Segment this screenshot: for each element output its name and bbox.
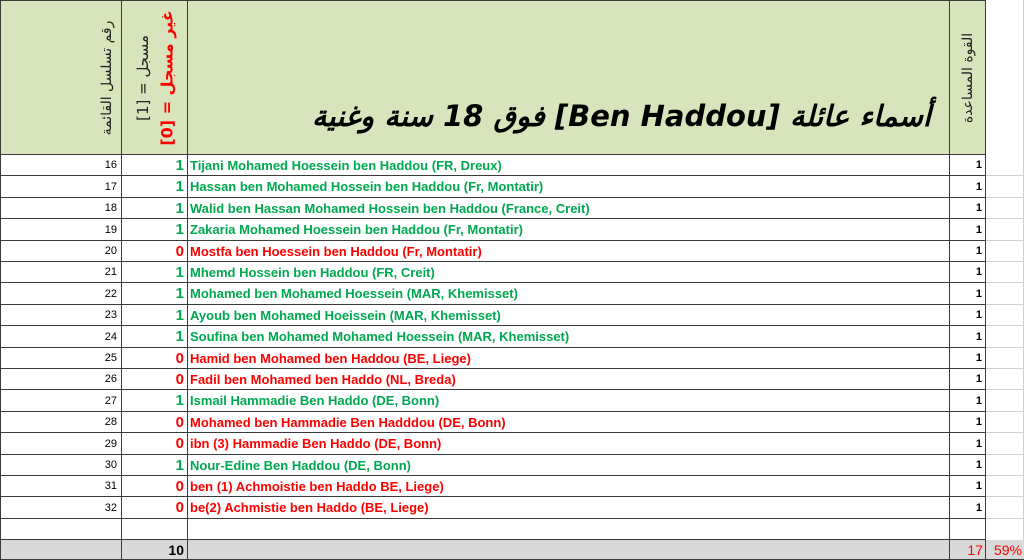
row-number-cell[interactable] <box>0 476 122 497</box>
row-flag-cell[interactable] <box>122 348 188 369</box>
row-number-cell[interactable] <box>0 262 122 283</box>
row-power-cell[interactable] <box>950 369 986 390</box>
row-number-cell-text: 17 <box>104 181 117 193</box>
row-flag-cell[interactable] <box>122 369 188 390</box>
row-flag-cell-text: 1 <box>175 264 184 281</box>
row-flag-cell[interactable] <box>122 176 188 198</box>
row-name-cell[interactable] <box>188 241 950 262</box>
row-flag-cell[interactable] <box>122 455 188 476</box>
header-unregistered-label: غير مسجل = [0] <box>157 9 176 146</box>
row-name-cell-text: Mhemd Hossein ben Haddou (FR, Creit) <box>190 265 435 280</box>
row-power-cell-text: 1 <box>975 459 982 471</box>
row-name-cell-text: Mostfa ben Hoessein ben Haddou (Fr, Montatir) <box>190 244 482 259</box>
row-power-cell[interactable] <box>950 155 986 176</box>
row-power-cell-text: 1 <box>975 438 982 450</box>
row-power-cell-text: 1 <box>975 502 982 514</box>
row-name-cell[interactable] <box>188 348 950 369</box>
row-number-cell[interactable] <box>0 219 122 241</box>
row-power-cell[interactable] <box>950 326 986 348</box>
row-power-cell-text: 1 <box>975 202 982 214</box>
row-number-cell[interactable] <box>0 412 122 433</box>
row-flag-cell[interactable] <box>122 390 188 412</box>
row-name-cell[interactable] <box>188 455 950 476</box>
row-power-cell-text: 1 <box>975 309 982 321</box>
row-power-cell[interactable] <box>950 390 986 412</box>
row-number-cell-text: 22 <box>104 288 117 300</box>
row-flag-cell-text: 0 <box>175 478 184 495</box>
row-extra-cell[interactable] <box>986 497 1024 519</box>
percent-value: 59% <box>993 542 1022 558</box>
row-flag-cell-text: 1 <box>175 392 184 409</box>
row-name-cell[interactable] <box>188 176 950 198</box>
row-power-cell[interactable] <box>950 433 986 455</box>
row-power-cell-text: 1 <box>975 288 982 300</box>
row-number-cell-text: 28 <box>104 416 117 428</box>
row-number-cell[interactable] <box>0 455 122 476</box>
empty-row-name[interactable] <box>188 519 950 540</box>
row-power-cell[interactable] <box>950 305 986 326</box>
row-flag-cell-text: 0 <box>175 499 184 516</box>
row-flag-cell[interactable] <box>122 476 188 497</box>
row-name-cell-text: Hassan ben Mohamed Hossein ben Haddou (Fr, Montatir) <box>190 179 544 194</box>
row-power-cell[interactable] <box>950 497 986 519</box>
row-flag-cell[interactable] <box>122 433 188 455</box>
row-name-cell[interactable] <box>188 305 950 326</box>
header-power[interactable] <box>950 0 986 155</box>
row-number-cell-text: 27 <box>104 395 117 407</box>
row-number-cell[interactable] <box>0 369 122 390</box>
row-number-cell-text: 16 <box>104 159 117 171</box>
header-list-number-label: رقم تسلسل القائمة <box>99 20 115 135</box>
row-number-cell[interactable] <box>0 433 122 455</box>
row-extra-cell[interactable] <box>986 369 1024 390</box>
footer-name[interactable] <box>188 540 950 560</box>
row-number-cell[interactable] <box>0 198 122 219</box>
row-name-cell-text: Fadil ben Mohamed ben Haddo (NL, Breda) <box>190 372 456 387</box>
header-list-number[interactable] <box>0 0 122 155</box>
row-name-cell[interactable] <box>188 412 950 433</box>
empty-row-power[interactable] <box>950 519 986 540</box>
row-name-cell-text: Ismail Hammadie Ben Haddo (DE, Bonn) <box>190 393 440 408</box>
row-name-cell[interactable] <box>188 433 950 455</box>
row-flag-cell[interactable] <box>122 326 188 348</box>
row-flag-cell[interactable] <box>122 198 188 219</box>
row-name-cell-text: ben (1) Achmoistie ben Haddo BE, Liege) <box>190 479 444 494</box>
row-power-cell[interactable] <box>950 219 986 241</box>
row-power-cell[interactable] <box>950 198 986 219</box>
row-power-cell-text: 1 <box>975 331 982 343</box>
row-flag-cell[interactable] <box>122 241 188 262</box>
row-name-cell-text: Mohamed ben Mohamed Hoessein (MAR, Khemisset) <box>190 286 518 301</box>
row-power-cell-text: 1 <box>975 181 982 193</box>
registered-total-value: 10 <box>168 542 184 558</box>
row-extra-cell[interactable] <box>986 476 1024 497</box>
row-flag-cell-text: 1 <box>175 200 184 217</box>
row-flag-cell[interactable] <box>122 283 188 305</box>
row-extra-cell[interactable] <box>986 326 1024 348</box>
row-flag-cell-text: 0 <box>175 350 184 367</box>
row-extra-cell[interactable] <box>986 433 1024 455</box>
row-number-cell-text: 30 <box>104 459 117 471</box>
row-extra-cell[interactable] <box>986 262 1024 283</box>
row-number-cell-text: 25 <box>104 352 117 364</box>
row-name-cell-text: Zakaria Mohamed Hoessein ben Haddou (Fr, Montatir) <box>190 222 523 237</box>
header-registered-label: مسجل = [1] <box>133 34 152 121</box>
row-number-cell-text: 31 <box>104 480 117 492</box>
row-name-cell[interactable] <box>188 155 950 176</box>
row-flag-cell-text: 1 <box>175 285 184 302</box>
row-name-cell-text: Ayoub ben Mohamed Hoeissein (MAR, Khemisset) <box>190 308 501 323</box>
row-extra-cell[interactable] <box>986 241 1024 262</box>
row-flag-cell[interactable] <box>122 305 188 326</box>
row-number-cell-text: 19 <box>104 224 117 236</box>
row-flag-cell-text: 1 <box>175 307 184 324</box>
row-flag-cell-text: 1 <box>175 457 184 474</box>
row-flag-cell-text: 1 <box>175 178 184 195</box>
row-power-cell-text: 1 <box>975 373 982 385</box>
row-power-cell[interactable] <box>950 455 986 476</box>
row-number-cell[interactable] <box>0 176 122 198</box>
row-flag-cell-text: 1 <box>175 221 184 238</box>
row-number-cell-text: 26 <box>104 373 117 385</box>
row-power-cell[interactable] <box>950 176 986 198</box>
row-name-cell-text: be(2) Achmistie ben Haddo (BE, Liege) <box>190 500 429 515</box>
row-number-cell-text: 20 <box>104 245 117 257</box>
footer-power-total[interactable] <box>950 540 986 560</box>
row-power-cell-text: 1 <box>975 416 982 428</box>
row-extra-cell[interactable] <box>986 155 1024 176</box>
row-flag-cell-text: 0 <box>175 435 184 452</box>
row-number-cell-text: 23 <box>104 309 117 321</box>
footer-percent[interactable] <box>986 540 1024 560</box>
row-power-cell-text: 1 <box>975 224 982 236</box>
row-number-cell[interactable] <box>0 497 122 519</box>
footer-num[interactable] <box>0 540 122 560</box>
row-number-cell[interactable] <box>0 326 122 348</box>
row-extra-cell[interactable] <box>986 198 1024 219</box>
row-extra-cell[interactable] <box>986 348 1024 369</box>
header-registered[interactable] <box>122 0 188 155</box>
row-power-cell[interactable] <box>950 241 986 262</box>
row-number-cell-text: 21 <box>104 266 117 278</box>
row-name-cell-text: Hamid ben Mohamed ben Haddou (BE, Liege) <box>190 351 471 366</box>
row-number-cell[interactable] <box>0 241 122 262</box>
row-name-cell[interactable] <box>188 262 950 283</box>
row-name-cell[interactable] <box>188 198 950 219</box>
row-name-cell-text: Nour-Edine Ben Haddou (DE, Bonn) <box>190 458 411 473</box>
row-power-cell-text: 1 <box>975 480 982 492</box>
row-extra-cell[interactable] <box>986 390 1024 412</box>
row-name-cell-text: Mohamed ben Hammadie Ben Hadddou (DE, Bonn) <box>190 415 506 430</box>
row-power-cell[interactable] <box>950 283 986 305</box>
row-name-cell[interactable] <box>188 326 950 348</box>
row-name-cell[interactable] <box>188 219 950 241</box>
row-power-cell[interactable] <box>950 262 986 283</box>
row-power-cell[interactable] <box>950 412 986 433</box>
row-power-cell[interactable] <box>950 348 986 369</box>
row-number-cell[interactable] <box>0 390 122 412</box>
row-flag-cell-text: 1 <box>175 328 184 345</box>
row-name-cell-text: Tijani Mohamed Hoessein ben Haddou (FR, Dreux) <box>190 158 502 173</box>
row-name-cell[interactable] <box>188 390 950 412</box>
row-power-cell-text: 1 <box>975 245 982 257</box>
row-extra-cell[interactable] <box>986 455 1024 476</box>
row-extra-cell[interactable] <box>986 412 1024 433</box>
row-power-cell-text: 1 <box>975 395 982 407</box>
page-title: أسماء عائلة [Ben Haddou] فوق 18 سنة وغنية <box>311 99 931 133</box>
row-power-cell-text: 1 <box>975 266 982 278</box>
row-extra-cell[interactable] <box>986 176 1024 198</box>
row-power-cell-text: 1 <box>975 352 982 364</box>
row-flag-cell[interactable] <box>122 262 188 283</box>
row-number-cell-text: 24 <box>104 331 117 343</box>
row-name-cell-text: Walid ben Hassan Mohamed Hossein ben Haddou (France, Creit) <box>190 201 590 216</box>
row-extra-cell[interactable] <box>986 305 1024 326</box>
row-name-cell[interactable] <box>188 283 950 305</box>
row-number-cell-text: 18 <box>104 202 117 214</box>
row-flag-cell[interactable] <box>122 412 188 433</box>
header-power-label: القوة المساعدة <box>959 32 976 123</box>
row-flag-cell[interactable] <box>122 155 188 176</box>
row-number-cell-text: 29 <box>104 438 117 450</box>
row-number-cell[interactable] <box>0 155 122 176</box>
row-extra-cell[interactable] <box>986 283 1024 305</box>
power-total-value: 17 <box>967 542 983 558</box>
row-name-cell-text: Soufina ben Mohamed Mohamed Hoessein (MAR, Khemisset) <box>190 329 570 344</box>
row-name-cell[interactable] <box>188 476 950 497</box>
header-title[interactable] <box>188 0 950 155</box>
row-flag-cell[interactable] <box>122 219 188 241</box>
row-power-cell[interactable] <box>950 476 986 497</box>
empty-row-flag[interactable] <box>122 519 188 540</box>
row-power-cell-text: 1 <box>975 159 982 171</box>
row-flag-cell-text: 0 <box>175 243 184 260</box>
row-name-cell[interactable] <box>188 497 950 519</box>
footer-registered-total[interactable] <box>122 540 188 560</box>
row-flag-cell[interactable] <box>122 497 188 519</box>
empty-row-num[interactable] <box>0 519 122 540</box>
row-name-cell-text: ibn (3) Hammadie Ben Haddo (DE, Bonn) <box>190 436 442 451</box>
row-number-cell[interactable] <box>0 305 122 326</box>
row-number-cell[interactable] <box>0 283 122 305</box>
row-name-cell[interactable] <box>188 369 950 390</box>
row-number-cell-text: 32 <box>104 502 117 514</box>
row-flag-cell-text: 0 <box>175 414 184 431</box>
row-extra-cell[interactable] <box>986 219 1024 241</box>
row-flag-cell-text: 1 <box>175 157 184 174</box>
row-number-cell[interactable] <box>0 348 122 369</box>
row-flag-cell-text: 0 <box>175 371 184 388</box>
